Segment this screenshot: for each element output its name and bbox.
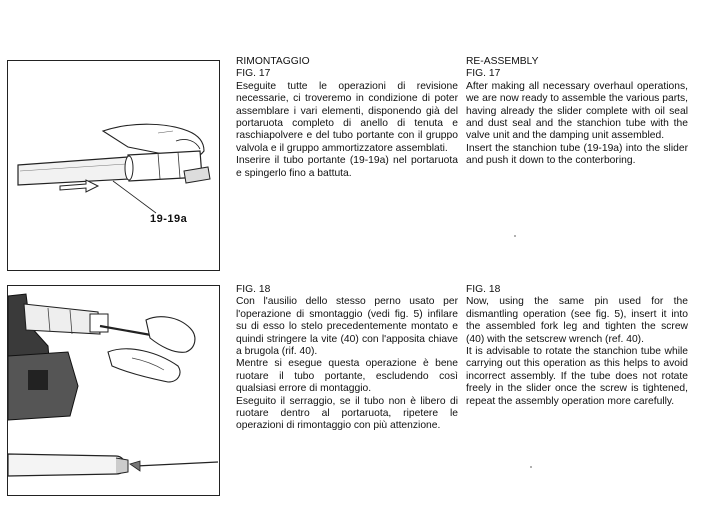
paragraph: It is advisable to rotate the stanchion tube while carrying out this operation as this helps to avoid incorrect assembly. If the tube does not rotate freely in the slider once the screw is tightened, repeat the assembly operation more carefully. — [466, 346, 688, 407]
italian-fig18-section — [236, 284, 458, 433]
figure-reference: FIG. 18 — [466, 284, 501, 295]
figure-reference: FIG. 17 — [466, 68, 501, 80]
paragraph: Eseguito il serraggio, se il tubo non è libero di ruotare dentro al portaruota, ripetere le operazioni di rimontaggio con più attenzione. — [236, 395, 458, 432]
paragraph: Eseguite tutte le operazioni di revisione necessarie, ci troveremo in condizione di poter assemblare i vari elementi, disponendo già del portaruota completo di anello di tenuta e raschiapolvere e del tubo portante con il gruppo valvola e il gruppo ammortizzatore assemblati. — [236, 80, 458, 154]
figure-17-drawing — [8, 61, 221, 272]
part-number-label: 19-19a — [150, 213, 188, 225]
italian-reassembly-section — [236, 56, 458, 180]
scan-speck — [530, 466, 532, 468]
english-fig18-section — [466, 284, 688, 408]
figure-17-illustration — [7, 60, 220, 271]
paragraph: Insert the stanchion tube (19-19a) into the slider and push it down to the conterboring. — [466, 142, 688, 167]
figure-18-drawing — [8, 286, 221, 497]
paragraph: Mentre si esegue questa operazione è bene ruotare il tubo portante, escludendo così qualsiasi errore di montaggio. — [236, 358, 458, 395]
section-title: RIMONTAGGIO — [236, 56, 310, 67]
figure-reference: FIG. 17 — [236, 68, 271, 80]
figure-reference: FIG. 18 — [236, 284, 271, 295]
english-reassembly-section — [466, 56, 688, 168]
paragraph: Inserire il tubo portante (19-19a) nel portaruota e spingerlo fino a battuta. — [236, 155, 458, 179]
paragraph: After making all necessary overhaul operations, we are now ready to assemble the various parts, having already the slider complete with oil seal and dust seal and the stanchion tube with the valve unit and the damping unit assembled. — [466, 80, 688, 142]
paragraph: Now, using the same pin used for the dismantling operation (see fig. 5), insert it into the assembled fork leg and tighten the screw (40) with the setscrew wrench (ref. 40). — [466, 296, 688, 345]
scan-speck — [514, 235, 516, 237]
paragraph: Con l'ausilio dello stesso perno usato per l'operazione di smontaggio (vedi fig. 5) infilare su di esso lo stelo precedentemente montato e quindi stringere la vite (40) con l'apposita chiave a brugola (rif. 40). — [236, 296, 458, 358]
figure-18-illustration — [7, 285, 220, 496]
section-title: RE-ASSEMBLY — [466, 56, 539, 67]
